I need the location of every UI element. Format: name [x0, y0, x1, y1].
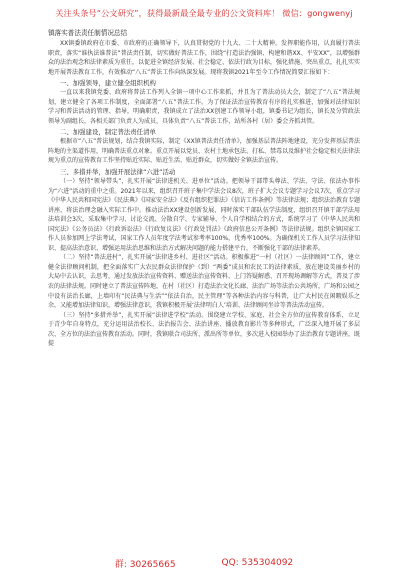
section-heading-2: 二、加强建设，制定普法责任清单 [60, 128, 156, 137]
document-title: 镇落实普法责任制情况总结 [48, 29, 128, 37]
qq-number: QQ: 535304092 [221, 558, 294, 568]
qq-group-number: 群: 30265665 [114, 559, 176, 570]
intro-paragraph: XX镇委镇政府在市委、市政府的正确领导下，认真贯彻党的十九大、二十大精神，发挥职能作用，认真履行普法职责，落实“谁执法谁普法”普法责任制，切实做好普法工作，围绕“打造法治强镇、构建和谐XX、平安XX”，以增强群众的法治观念和法律素质为重任，以促进全镇经济发展、社会稳定、依法行政为目标，强化措施、突出重点，扎扎实实地开展普法教育工作，有效推动“八五”普法工作向纵深发展。现将我镇2021年至今工作情况简要汇报如下： [48, 40, 361, 76]
subsection-1-paragraph: （一）坚持“领导带头”，扎实开展“法律进机关、进单位”活动。把领导干部带头尊法、学法、守法、依法办事作为“六进”活动的重中之重。2021年以来，组织召开班子集中学法会议8次，班子扩大会议专题学习会议7次，重点学习《中华人民共和国宪法》《民法典》《国家安全法》《反有组织犯罪法》《信访工作条例》等法律法规；组织法治教育专题讲座，将法治理念融入实际工作中。推动法治XX建设创新发展，同时落实干部队伍学法制度，组织召开镇干部学法用法培训会3次，采取集中学习、讨论交流、分散自学、专家辅导、个人自学相结合的方式，系统学习了《中华人民共和国宪法》《公务员法》《行政诉讼法》《行政复议法》《行政处罚法》《政府信息公开条例》等法律法规。组织全镇国家工作人员参加网上学法考试，国家工作人员年度学法考试参考率100%，优秀率100%。为确保机关工作人员学习法律知识、提高法治意识、增强运用法治思维和法治方式解决问题的能力搭建平台，不断强化干部的法律素养。 [48, 178, 361, 252]
subsection-3-paragraph: （三）坚持“多措并举”，扎实开展“法律进学校”活动。围绕建立学校、家庭、社会全方位的宣传教育体系，立足于青少年自身特点，充分运用法治校长、法治报告会、法治讲座、播放教育影片等多种形式，广泛深入地开展了多层次、全方位的法治宣传教育活动。同时，我镇联合司法所、派出所等单位，多次进入校园举办了法治教育专题讲座，既提 [48, 311, 361, 348]
document-page [48, 28, 360, 349]
contact-footer [0, 553, 408, 573]
section-2-paragraph: 根据市“八五”普法规划，结合我镇实际，制定《XX镇普法责任清单》，加强基层普法阵地建设，充分发挥基层普法阵地的主渠道作用，明确普法重点对象。重点开展以党员、农村土地承包法、打私、禁毒以及维护社会稳定相关法律法规为重点的宣传教育工作坚持贴近实际、贴近生活、贴近群众，切实做好全镇法治宣传。 [48, 138, 361, 165]
section-heading-3: 三、多措并举，加强开展法律“六进”活动 [60, 168, 176, 177]
section-1-paragraph: 一直以来我镇党委、政府将普法工作列入全镇一项中心工作来抓，并且为了普法动员大会，制定了“八五”普法规划，建立健全了各项工作制度，全面部署“八五”普法工作。为了保证法治宣传教育有序的扎实推进，加强对法律知识学习和普法活动的管理、指导，明确职责，我镇成立了法治XX创建工作领导小组，镇委书记为组长，镇长及分管政法领导为副组长，各相关部门负责人为成员，具体负责“八五”普法工作，站所各村（居）委会齐抓共管。 [48, 89, 360, 125]
promo-banner: 关注头条号“公文研究”，获得最新最全最专业的公文资料库！ 微信：gongwenyj [55, 7, 353, 18]
subsection-2-paragraph: （二）坚持“普法进村”，扎实开展“法律进乡村、进社区”活动。积极推进“一村（社区）一法律顾问”工作，建立健全法律顾问机制，把全面落实广大农民群众法律保护（到）“两委”成员和农民工的法律素质，放在建设美丽乡村的大局中去认识，去思考，通过发放法治宣传资料、赠送法治宣传资料、上门答疑解惑、召开现场调解等方式，普及了涉农的法律法规。同时建立了普法宣传阵地，在村（社区）打造法治文化长廊、法治广场等法治公共场所，广场和公园之中设有法治长廊，上墙印有“民法典与生活”“依法自治，民主管理”等各种法治内容与科普，让广大村民在闲暇娱乐之余，又能增加法律知识，增强法律意识，我镇积极开展‘法律明白人’培训、法律顾问坐诊等普法活动宣传。 [48, 254, 361, 310]
section-heading-1: 一、加强领导，建立健全组织机构 [60, 79, 156, 88]
